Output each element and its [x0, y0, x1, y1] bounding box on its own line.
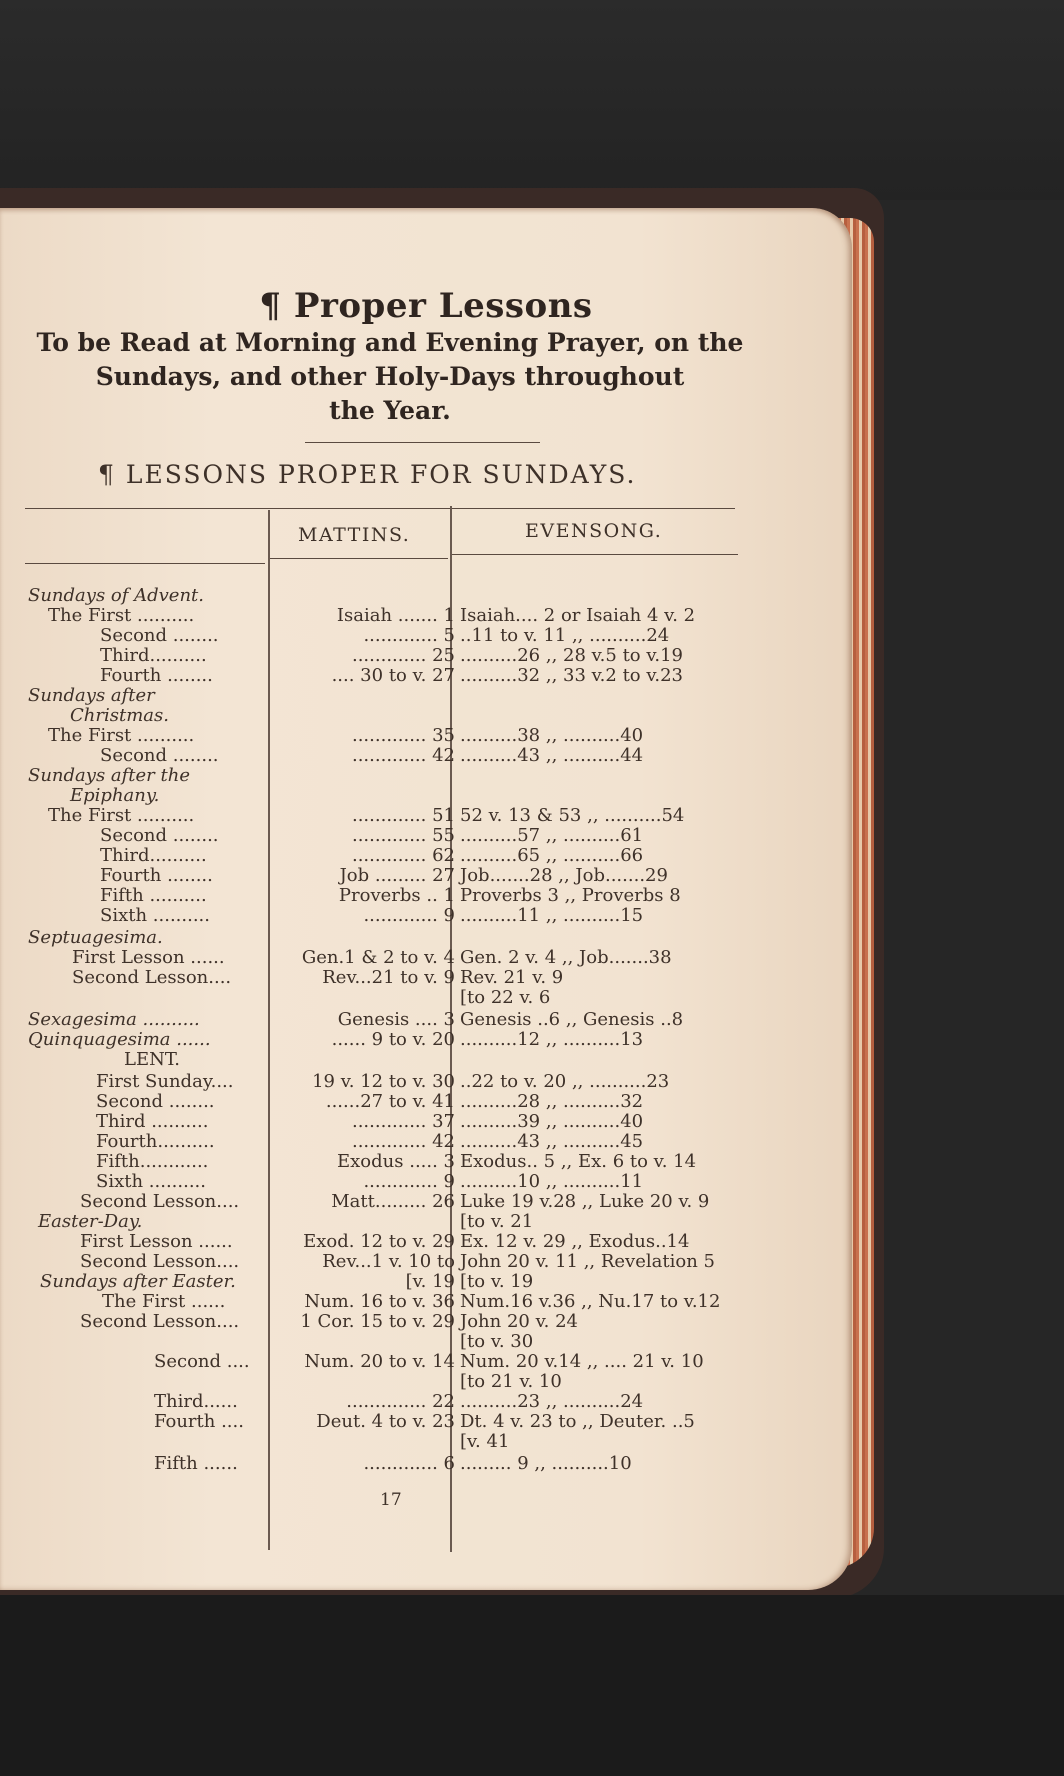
sunday-label: Fifth ..........	[100, 885, 207, 906]
evensong-lesson: [to 21 v. 10	[460, 1371, 562, 1392]
table-row	[0, 906, 852, 926]
mattins-lesson: Isaiah ....... 1	[336, 605, 455, 626]
table-row	[0, 646, 852, 666]
sunday-label: Third......	[154, 1391, 238, 1412]
sunday-label: Third..........	[100, 845, 207, 866]
sunday-label: Second Lesson....	[72, 967, 232, 988]
table-row	[0, 1050, 852, 1070]
table-row	[0, 1432, 852, 1452]
sunday-label: Sixth ..........	[96, 1171, 207, 1192]
book-page	[0, 208, 852, 1590]
table-row	[0, 766, 852, 786]
table-row	[0, 726, 852, 746]
table-row	[0, 786, 852, 806]
evensong-lesson: ..........43 ,, ..........44	[460, 745, 644, 766]
mattins-lesson: ............. 42	[351, 745, 455, 766]
mattins-lesson: Job ......... 27	[339, 865, 455, 886]
sunday-label: Sundays of Advent.	[28, 585, 205, 606]
mattins-lesson: ............. 25	[351, 645, 455, 666]
table-row	[0, 1072, 852, 1092]
evensong-lesson: [to 22 v. 6	[460, 987, 551, 1008]
mattins-lesson: .... 30 to v. 27	[331, 665, 455, 686]
background-bottom	[0, 1595, 1064, 1776]
evensong-lesson: ..........12 ,, ..........13	[460, 1029, 644, 1050]
table-row	[0, 1312, 852, 1332]
mattins-lesson: Num. 20 to v. 14	[304, 1351, 455, 1372]
sunday-label: Second ........	[100, 745, 219, 766]
mattins-lesson: Deut. 4 to v. 23	[316, 1411, 455, 1432]
evensong-lesson: ..........28 ,, ..........32	[460, 1091, 644, 1112]
sunday-label: Fifth............	[96, 1151, 209, 1172]
sunday-label: Fourth..........	[96, 1131, 215, 1152]
sunday-label: Second Lesson....	[80, 1191, 240, 1212]
evensong-lesson: 52 v. 13 & 53 ,, ..........54	[460, 805, 685, 826]
table-row	[0, 666, 852, 686]
table-row	[0, 948, 852, 968]
mattins-lesson: Exod. 12 to v. 29	[303, 1231, 455, 1252]
mattins-lesson: Rev...1 v. 10 to	[322, 1251, 455, 1272]
sunday-label: Quinquagesima ......	[28, 1029, 211, 1050]
evensong-lesson: [to v. 19	[460, 1271, 534, 1292]
evensong-lesson: Isaiah.... 2 or Isaiah 4 v. 2	[460, 605, 696, 626]
table-row	[0, 846, 852, 866]
header-rule-left	[25, 563, 265, 564]
sunday-label: Sixth ..........	[100, 905, 211, 926]
table-row	[0, 1010, 852, 1030]
evensong-lesson: ..........26 ,, 28 v.5 to v.19	[460, 645, 684, 666]
evensong-lesson: ..........38 ,, ..........40	[460, 725, 644, 746]
evensong-lesson: ..22 to v. 20 ,, ..........23	[460, 1071, 670, 1092]
sunday-label: The First ..........	[48, 725, 195, 746]
table-row	[0, 606, 852, 626]
table-row	[0, 1252, 852, 1272]
section-heading: ¶ LESSONS PROPER FOR SUNDAYS.	[98, 460, 637, 489]
evensong-lesson: ..........23 ,, ..........24	[460, 1391, 644, 1412]
table-row	[0, 1132, 852, 1152]
table-row	[0, 686, 852, 706]
evensong-lesson: Gen. 2 v. 4 ,, Job.......38	[460, 947, 672, 968]
mattins-lesson: 19 v. 12 to v. 30	[312, 1071, 455, 1092]
sunday-label: First Lesson ......	[80, 1231, 233, 1252]
sunday-label: The First ......	[102, 1291, 226, 1312]
page-subtitle	[30, 326, 750, 428]
evensong-lesson: ..........39 ,, ..........40	[460, 1111, 644, 1132]
table-row	[0, 886, 852, 906]
sunday-label: Sundays after	[28, 685, 155, 706]
sunday-label: Fourth ........	[100, 665, 213, 686]
table-row	[0, 626, 852, 646]
table-row	[0, 1030, 852, 1050]
sunday-label: Fourth ....	[154, 1411, 244, 1432]
mattins-lesson: ............. 9	[363, 1171, 455, 1192]
table-row	[0, 1152, 852, 1172]
evensong-lesson: Dt. 4 v. 23 to ,, Deuter. ..5	[460, 1411, 695, 1432]
sunday-label: The First ..........	[48, 605, 195, 626]
table-row	[0, 826, 852, 846]
evensong-lesson: ..11 to v. 11 ,, ..........24	[460, 625, 670, 646]
sunday-label: Christmas.	[70, 705, 169, 726]
mattins-lesson: ............. 37	[351, 1111, 455, 1132]
mattins-lesson: Rev...21 to v. 9	[322, 967, 455, 988]
evensong-lesson: Num. 20 v.14 ,, .... 21 v. 10	[460, 1351, 704, 1372]
table-row	[0, 968, 852, 988]
mattins-lesson: ............. 55	[351, 825, 455, 846]
mattins-lesson: ............. 9	[363, 905, 455, 926]
mattins-lesson: [v. 19	[405, 1271, 455, 1292]
sunday-label: Septuagesima.	[28, 927, 163, 948]
subtitle-line: Sundays, and other Holy-Days throughout	[95, 362, 685, 391]
table-row	[0, 1292, 852, 1312]
mattins-lesson: 1 Cor. 15 to v. 29	[300, 1311, 455, 1332]
sunday-label: LENT.	[124, 1049, 180, 1070]
mattins-lesson: ............. 5	[363, 625, 455, 646]
sunday-label: Easter-Day.	[38, 1211, 143, 1232]
sunday-label: Sundays after the	[28, 765, 190, 786]
sunday-label: Third ..........	[96, 1111, 209, 1132]
table-row	[0, 1272, 852, 1292]
mattins-lesson: ............. 35	[351, 725, 455, 746]
evensong-lesson: ..........57 ,, ..........61	[460, 825, 644, 846]
header-rule-right	[452, 554, 738, 555]
sunday-label: Second ....	[154, 1351, 250, 1372]
evensong-column-header: EVENSONG.	[525, 520, 663, 542]
table-row	[0, 1192, 852, 1212]
evensong-lesson: ..........43 ,, ..........45	[460, 1131, 644, 1152]
mattins-lesson: ......27 to v. 41	[325, 1091, 455, 1112]
evensong-lesson: ..........65 ,, ..........66	[460, 845, 644, 866]
table-row	[0, 586, 852, 606]
mattins-column-header: MATTINS.	[298, 524, 411, 546]
mattins-lesson: ............. 42	[351, 1131, 455, 1152]
background-top	[0, 0, 1064, 200]
sunday-label: First Sunday....	[96, 1071, 234, 1092]
sunday-label: Fifth ......	[154, 1453, 238, 1474]
table-row	[0, 1372, 852, 1392]
table-row	[0, 988, 852, 1008]
sunday-label: Second ........	[96, 1091, 215, 1112]
mattins-lesson: Gen.1 & 2 to v. 4	[301, 947, 455, 968]
evensong-lesson: Genesis ..6 ,, Genesis ..8	[460, 1009, 684, 1030]
mattins-lesson: Exodus ..... 3	[337, 1151, 455, 1172]
evensong-lesson: Rev. 21 v. 9	[460, 967, 564, 988]
mattins-lesson: ............. 6	[363, 1453, 455, 1474]
evensong-lesson: Proverbs 3 ,, Proverbs 8	[460, 885, 681, 906]
table-row	[0, 706, 852, 726]
evensong-lesson: ......... 9 ,, ..........10	[460, 1453, 632, 1474]
table-row	[0, 1112, 852, 1132]
sunday-label: Fourth ........	[100, 865, 213, 886]
sunday-label: First Lesson ......	[72, 947, 225, 968]
evensong-lesson: Exodus.. 5 ,, Ex. 6 to v. 14	[460, 1151, 697, 1172]
title-divider	[305, 442, 540, 443]
evensong-lesson: [v. 41	[460, 1431, 510, 1452]
table-row	[0, 1352, 852, 1372]
evensong-lesson: John 20 v. 24	[460, 1311, 578, 1332]
evensong-lesson: John 20 v. 11 ,, Revelation 5	[460, 1251, 715, 1272]
table-row	[0, 746, 852, 766]
table-row	[0, 1212, 852, 1232]
mattins-lesson: ............. 51	[351, 805, 455, 826]
sunday-label: Second ........	[100, 825, 219, 846]
table-row	[0, 1172, 852, 1192]
table-row	[0, 1412, 852, 1432]
table-row	[0, 1232, 852, 1252]
table-row	[0, 928, 852, 948]
subtitle-line: To be Read at Morning and Evening Prayer, on the	[36, 328, 744, 357]
table-row	[0, 806, 852, 826]
evensong-lesson: [to v. 21	[460, 1211, 534, 1232]
sunday-label: Second Lesson....	[80, 1251, 240, 1272]
sunday-label: Second Lesson....	[80, 1311, 240, 1332]
table-row	[0, 1332, 852, 1352]
sunday-label: Epiphany.	[70, 785, 160, 806]
table-row	[0, 1392, 852, 1412]
mattins-lesson: Num. 16 to v. 36	[304, 1291, 455, 1312]
evensong-lesson: ..........10 ,, ..........11	[460, 1171, 644, 1192]
sunday-label: The First ..........	[48, 805, 195, 826]
sunday-label: Sexagesima ..........	[28, 1009, 200, 1030]
page-number: 17	[380, 1490, 402, 1510]
page-title: ¶ Proper Lessons	[259, 286, 593, 326]
sunday-label: Sundays after Easter.	[40, 1271, 236, 1292]
mattins-lesson: .............. 22	[346, 1391, 455, 1412]
sunday-label: Third..........	[100, 645, 207, 666]
evensong-lesson: ..........32 ,, 33 v.2 to v.23	[460, 665, 684, 686]
evensong-lesson: [to v. 30	[460, 1331, 534, 1352]
evensong-lesson: ..........11 ,, ..........15	[460, 905, 644, 926]
subtitle-line: the Year.	[329, 396, 451, 425]
sunday-label: Second ........	[100, 625, 219, 646]
mattins-lesson: ...... 9 to v. 20	[331, 1029, 455, 1050]
mattins-lesson: Proverbs .. 1	[338, 885, 455, 906]
table-row	[0, 1092, 852, 1112]
header-rule-mid	[268, 558, 448, 559]
mattins-lesson: ............. 62	[351, 845, 455, 866]
table-top-rule	[25, 508, 735, 509]
evensong-lesson: Ex. 12 v. 29 ,, Exodus..14	[460, 1231, 690, 1252]
evensong-lesson: Num.16 v.36 ,, Nu.17 to v.12	[460, 1291, 721, 1312]
evensong-lesson: Luke 19 v.28 ,, Luke 20 v. 9	[460, 1191, 710, 1212]
table-row	[0, 1454, 852, 1474]
mattins-lesson: Matt......... 26	[331, 1191, 455, 1212]
evensong-lesson: Job.......28 ,, Job.......29	[460, 865, 668, 886]
table-row	[0, 866, 852, 886]
mattins-lesson: Genesis .... 3	[337, 1009, 455, 1030]
